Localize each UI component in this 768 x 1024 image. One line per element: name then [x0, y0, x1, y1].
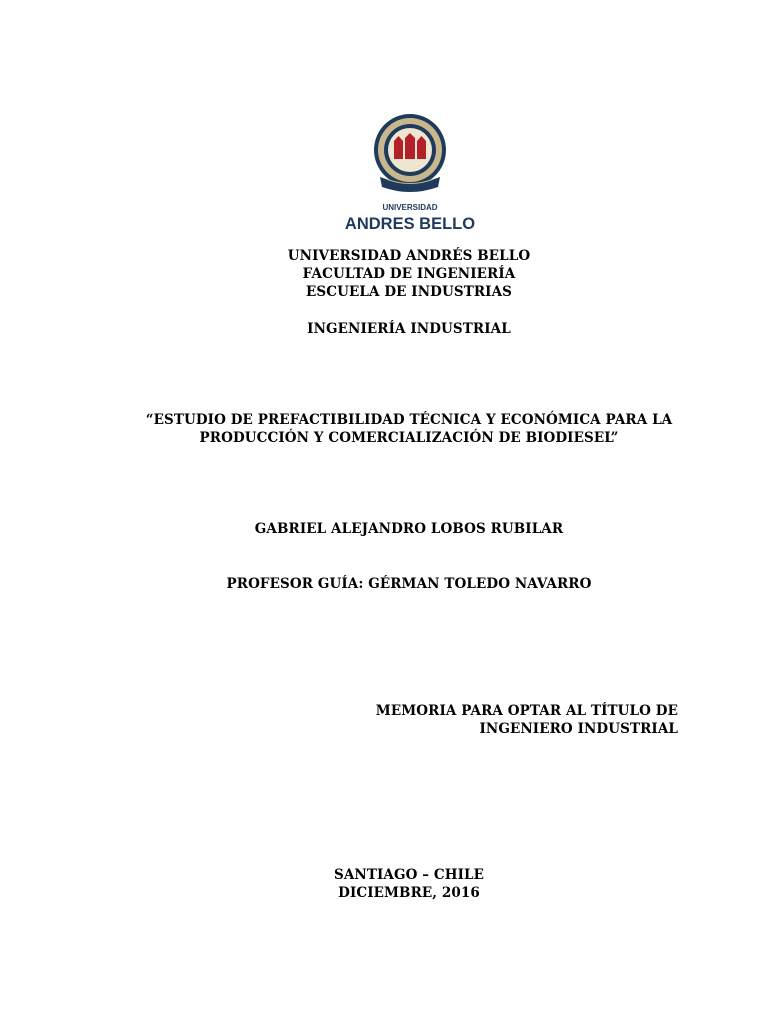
program-name: INGENIERÍA INDUSTRIAL	[307, 321, 511, 337]
degree-line-1: MEMORIA PARA OPTAR AL TÍTULO DE	[375, 703, 678, 719]
place: SANTIAGO – CHILE	[333, 867, 485, 883]
footer-block	[0, 866, 768, 902]
university-name: UNIVERSIDAD ANDRÉS BELLO	[287, 248, 531, 264]
program-block	[0, 320, 768, 338]
school-name: ESCUELA DE INDUSTRIAS	[306, 284, 512, 300]
logo-wordmark-top: UNIVERSIDAD	[382, 203, 438, 212]
university-logo	[340, 105, 480, 233]
advisor-name: PROFESOR GUÍA: GÉRMAN TOLEDO NAVARRO	[226, 576, 592, 592]
university-seal-icon	[374, 114, 446, 192]
logo-wordmark-bottom: ANDRES BELLO	[344, 215, 476, 233]
author-block	[0, 520, 768, 538]
thesis-title-line-1: “ESTUDIO DE PREFACTIBILIDAD TÉCNICA Y ECONÓMICA PARA LA	[145, 412, 673, 428]
advisor-block	[0, 575, 768, 593]
thesis-title	[0, 411, 768, 447]
degree-line-2: INGENIERO INDUSTRIAL	[479, 721, 678, 737]
degree-block	[240, 702, 678, 738]
date: DICIEMBRE, 2016	[338, 885, 480, 901]
faculty-name: FACULTAD DE INGENIERÍA	[302, 266, 516, 282]
author-name: GABRIEL ALEJANDRO LOBOS RUBILAR	[254, 521, 564, 537]
institution-block	[0, 247, 768, 301]
thesis-title-line-2: PRODUCCIÓN Y COMERCIALIZACIÓN DE BIODIESEL”	[199, 430, 619, 446]
